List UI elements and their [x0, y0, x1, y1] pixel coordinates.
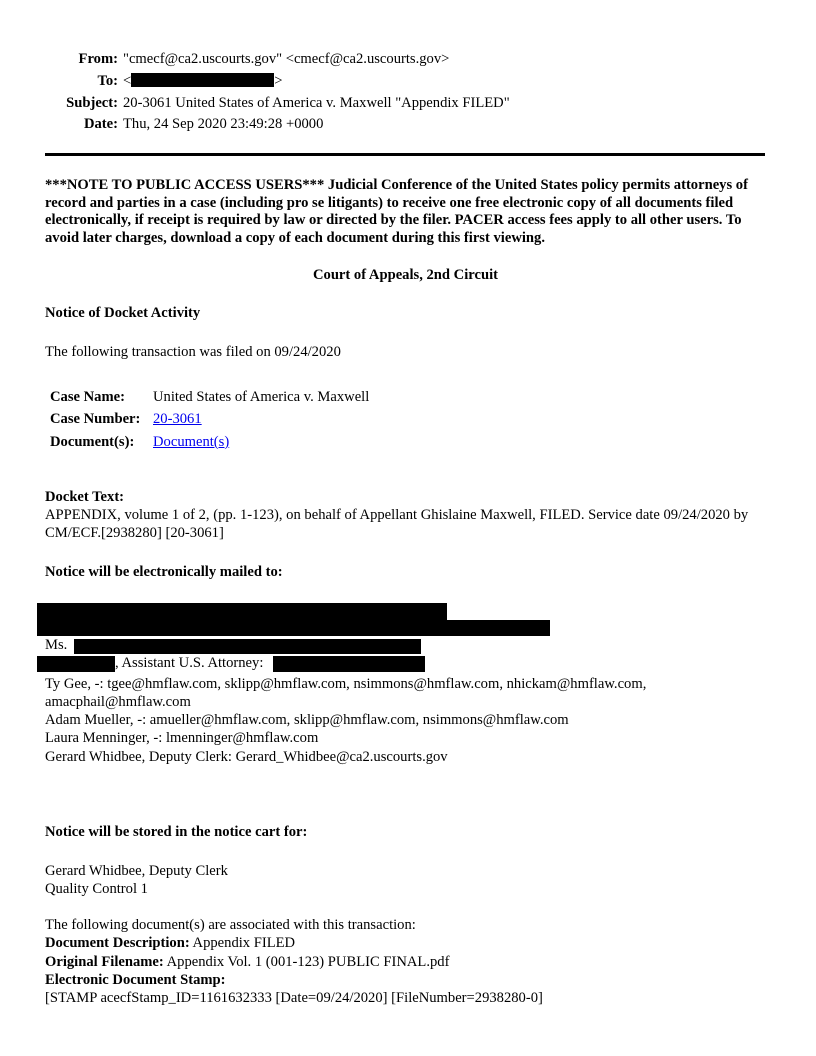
horizontal-rule [45, 153, 765, 156]
transaction-filed-line: The following transaction was filed on 09/24/2020 [45, 343, 341, 360]
original-filename-line [45, 953, 766, 971]
case-table [50, 386, 766, 454]
date-value: Thu, 24 Sep 2020 23:49:28 +0000 [123, 116, 324, 133]
documents-label: Document(s): [50, 433, 135, 450]
original-filename-label: Original Filename: [45, 953, 164, 970]
list-item-recipient: Gerard Whidbee, Deputy Clerk: Gerard_Whidbee@ca2.uscourts.gov [45, 748, 448, 765]
document-description-line [45, 934, 766, 952]
assistant-usa-text: , Assistant U.S. Attorney: [115, 654, 268, 671]
case-number-link[interactable]: 20-3061 [153, 411, 202, 428]
list-item-recipient: Ty Gee, -: tgee@hmflaw.com, sklipp@hmflaw.com, nsimmons@hmflaw.com, nhickam@hmflaw.com, amacphail@hmflaw.com [45, 675, 647, 710]
from-value: "cmecf@ca2.uscourts.gov" <cmecf@ca2.uscourts.gov> [123, 51, 450, 67]
associated-documents-section [45, 916, 766, 1007]
documents-link[interactable]: Document(s) [153, 433, 230, 450]
redaction-bar-3 [74, 639, 421, 654]
docket-text-heading: Docket Text: [45, 489, 125, 506]
case-name-value: United States of America v. Maxwell [153, 388, 370, 405]
docket-text-body: APPENDIX, volume 1 of 2, (pp. 1-123), on behalf of Appellant Ghislaine Maxwell, FILED. Service date 09/24/2020 by CM/ECF.[2938280] [20-3061] [45, 506, 749, 541]
mailed-to-heading: Notice will be electronically mailed to: [45, 564, 283, 581]
redaction-bar-4 [37, 656, 115, 672]
redacted-line-ms [45, 637, 766, 654]
redaction-bar-5 [273, 656, 425, 672]
electronic-stamp-heading: Electronic Document Stamp: [45, 971, 226, 988]
document-description-label: Document Description: [45, 935, 190, 952]
date-label: Date: [83, 116, 118, 133]
recipient-list [45, 675, 766, 766]
header-row-subject [45, 93, 766, 115]
email-header [45, 49, 766, 136]
header-row-date [45, 114, 766, 136]
document-description-value: Appendix FILED [189, 935, 296, 952]
list-item-recipient: Adam Mueller, -: amueller@hmflaw.com, sklipp@hmflaw.com, nsimmons@hmflaw.com [45, 712, 569, 729]
table-row-case-name [50, 386, 766, 409]
notice-cart-heading: Notice will be stored in the notice cart for: [45, 823, 308, 840]
documents-intro: The following document(s) are associated with this transaction: [45, 917, 416, 934]
from-label: From: [78, 51, 118, 67]
redaction-bar-2 [37, 620, 550, 636]
case-name-label: Case Name: [50, 388, 125, 405]
redacted-recipients-block [45, 603, 766, 672]
public-access-note: ***NOTE TO PUBLIC ACCESS USERS*** Judicial Conference of the United States policy permits attorneys of record and parties in a case (including pro se litigants) to receive one free electronic copy of all documents filed electronically, if receipt is required by law or directed by the filer. PACER access fees apply to all other users. To avoid later charges, download a copy of each document during this first viewing. [45, 177, 748, 246]
redaction-bar-to-address [131, 73, 274, 87]
table-row-documents [50, 431, 766, 454]
court-title: Court of Appeals, 2nd Circuit [312, 266, 498, 283]
docket-activity-heading: Notice of Docket Activity [45, 304, 201, 321]
original-filename-value: Appendix Vol. 1 (001-123) PUBLIC FINAL.pdf [163, 953, 450, 970]
electronic-stamp-value: [STAMP acecfStamp_ID=1161632333 [Date=09/24/2020] [FileNumber=2938280-0] [45, 989, 543, 1006]
to-value: < > [123, 72, 283, 89]
subject-label: Subject: [66, 94, 118, 111]
table-row-case-number [50, 408, 766, 431]
redaction-bar-1 [37, 603, 447, 620]
ms-prefix-text: Ms. [45, 636, 68, 653]
list-item-cart-entry: Gerard Whidbee, Deputy Clerk [45, 862, 228, 879]
to-label: To: [97, 72, 118, 89]
list-item-cart-entry: Quality Control 1 [45, 880, 148, 897]
subject-value: 20-3061 United States of America v. Maxwell "Appendix FILED" [123, 94, 510, 111]
header-row-to [45, 71, 766, 93]
redacted-line-ausa [45, 655, 766, 672]
header-row-from [45, 49, 766, 71]
list-item-recipient: Laura Menninger, -: lmenninger@hmflaw.com [45, 730, 319, 747]
case-number-label: Case Number: [50, 411, 141, 428]
notice-cart-entries [45, 862, 766, 898]
